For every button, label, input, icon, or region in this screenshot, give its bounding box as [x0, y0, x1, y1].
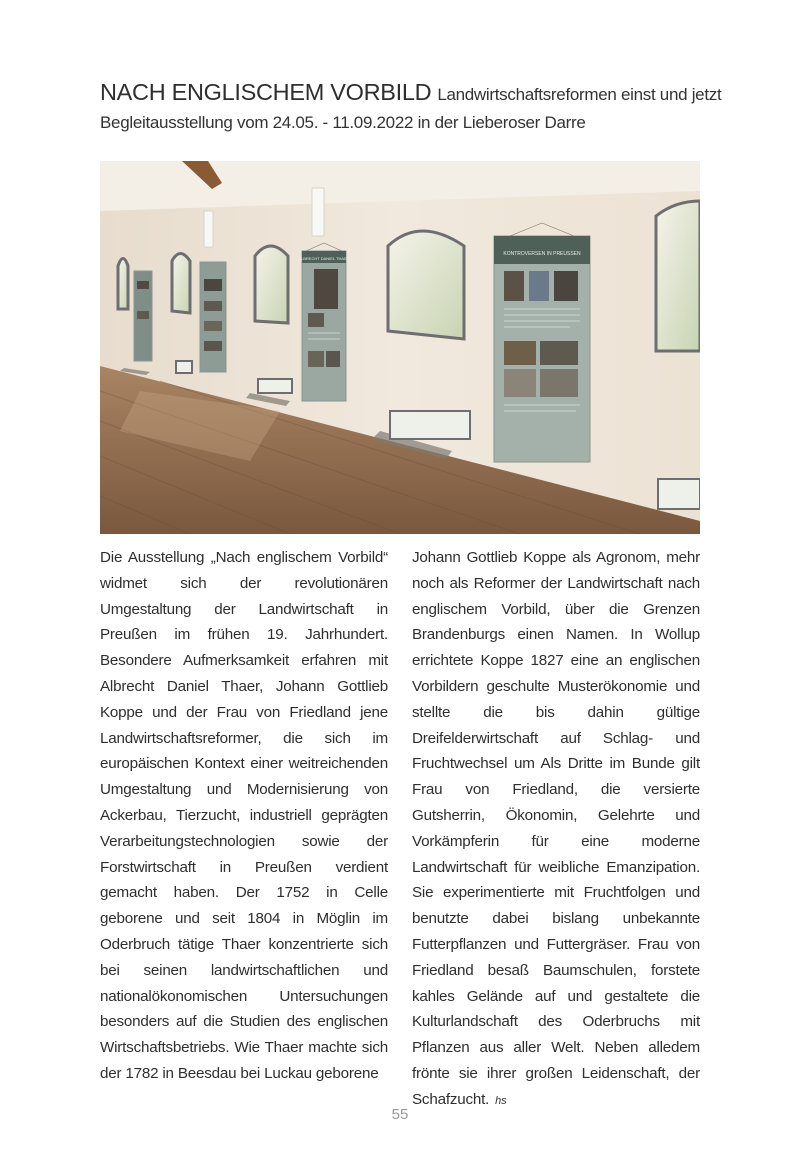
page-title: NACH ENGLISCHEM VORBILD [100, 79, 432, 105]
page-number: 55 [391, 1106, 409, 1123]
page-header [100, 78, 722, 134]
article-column-right [412, 545, 700, 1115]
article-column-right-text: Johann Gottlieb Koppe als Agronom, mehr noch als Reformer der Landwirtschaft nach englischem Vorbild, über die Grenzen Brandenburgs einen Namen. In Wollup errichtete Koppe 1827 eine an englischen Vorbildern geschulte Musterökonomie und stellte die bis dahin gültige Dreifelderwirtschaft auf Schlag- und Fruchtwechsel um Als Dritte im Bunde gilt Frau von Friedland, die versierte Gutsherrin, Ökonomin, Gelehrte und Vorkämpferin für eine moderne Landwirtschaft für weibliche Emanzipation. Sie experimentierte mit Fruchtfolgen und benutzte dabei bislang unbekannte Futterpflanzen und Futtergräser. Frau von Friedland besaß Baumschulen, forstete kahles Gelände auf und gestaltete die Kulturlandschaft des Oderbruchs mit Pflanzen aus aller Welt. Neben alledem frönte sie ihrer großen Leidenschaft, der Schafzucht. [412, 549, 700, 1108]
author-initials: hs [495, 1094, 507, 1107]
panel-heading-large: KONTROVERSEN IN PREUSSEN [503, 251, 581, 257]
exhibition-photo [100, 161, 700, 534]
title-line [100, 78, 722, 110]
panel-heading-small: ALBRECHT DANIEL THAER [298, 256, 350, 261]
exhibition-photo-illustration [100, 161, 700, 534]
article-column-left: Die Ausstellung „Nach englischem Vorbild“ widmet sich der revolutionären Umgestaltung der Landwirtschaft in Preußen im frühen 19. Jahrhundert. Besondere Aufmerksamkeit erfahren mit Albrecht Daniel Thaer, Johann Gottlieb Koppe und der Frau von Friedland jene Landwirtschaftsreformer, die sich im europäischen Kontext einer weitreichenden Umgestaltung und Modernisierung von Ackerbau, Tierzucht, industriell geprägten Verarbeitungstechnologien sowie der Forstwirtschaft in Preußen verdient gemacht haben. Der 1752 in Celle geborene und seit 1804 in Möglin im Oderbruch tätige Thaer konzentrierte sich bei seinen landwirtschaftlichen und nationalökonomischen Untersuchungen besonders auf die Studien des englischen Wirtschaftsbetriebs. Wie Thaer machte sich der 1782 in Beesdau bei Luckau geborene [100, 549, 388, 1082]
page-title-sub: Landwirtschaftsreformen einst und jetzt [437, 85, 722, 104]
page-subtitle: Begleitausstellung vom 24.05. - 11.09.2022 in der Lieberoser Darre [100, 113, 586, 132]
